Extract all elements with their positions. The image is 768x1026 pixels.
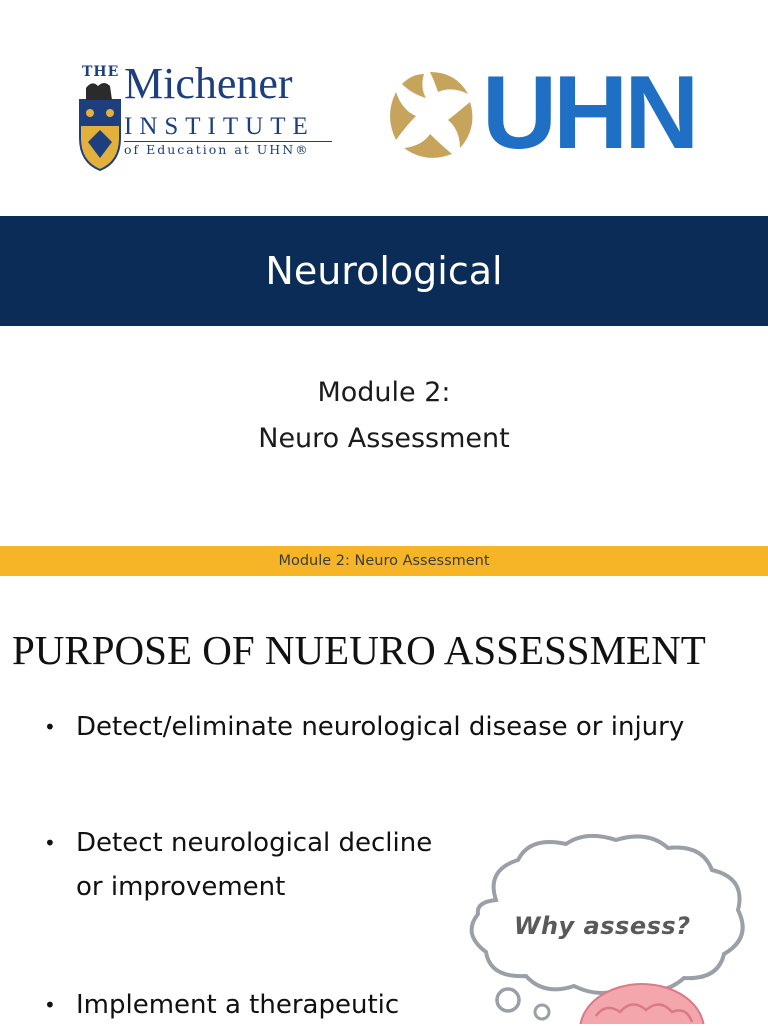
michener-crest-icon <box>78 80 122 172</box>
slide-subtitle <box>0 370 768 462</box>
content-slide <box>0 576 768 1024</box>
michener-institute-label: INSTITUTE <box>124 113 315 140</box>
title-band <box>0 216 768 326</box>
thought-bubble <box>456 830 756 1024</box>
bullet-text: Detect/eliminate neurological disease or injury <box>76 712 685 742</box>
bullet-text: Detect neurological decline <box>76 828 433 858</box>
michener-subline: of Education at UHN® <box>124 142 310 157</box>
content-heading: PURPOSE OF NUEURO ASSESSMENT <box>12 627 706 673</box>
thought-bubble-text: Why assess? <box>514 912 691 940</box>
footer-label: Module 2: Neuro Assessment <box>278 553 490 569</box>
bullet-icon: • <box>44 993 56 1017</box>
uhn-logo <box>386 55 696 171</box>
michener-institute-logo <box>78 59 348 174</box>
subtitle-line-2: Neuro Assessment <box>258 423 510 454</box>
michener-name: Michener <box>124 59 293 108</box>
uhn-emblem-icon <box>386 68 476 160</box>
bullet-icon: • <box>44 715 56 739</box>
subtitle-line-1: Module 2: <box>317 377 451 408</box>
slide-title: Neurological <box>265 249 503 293</box>
bullet-icon: • <box>44 831 56 855</box>
bullet-text: Implement a therapeutic <box>76 990 400 1020</box>
bullet-text: or improvement <box>76 872 286 902</box>
michener-the-label: THE <box>82 64 120 80</box>
slide-footer-band <box>0 546 768 576</box>
uhn-wordmark: UHN <box>482 55 696 171</box>
